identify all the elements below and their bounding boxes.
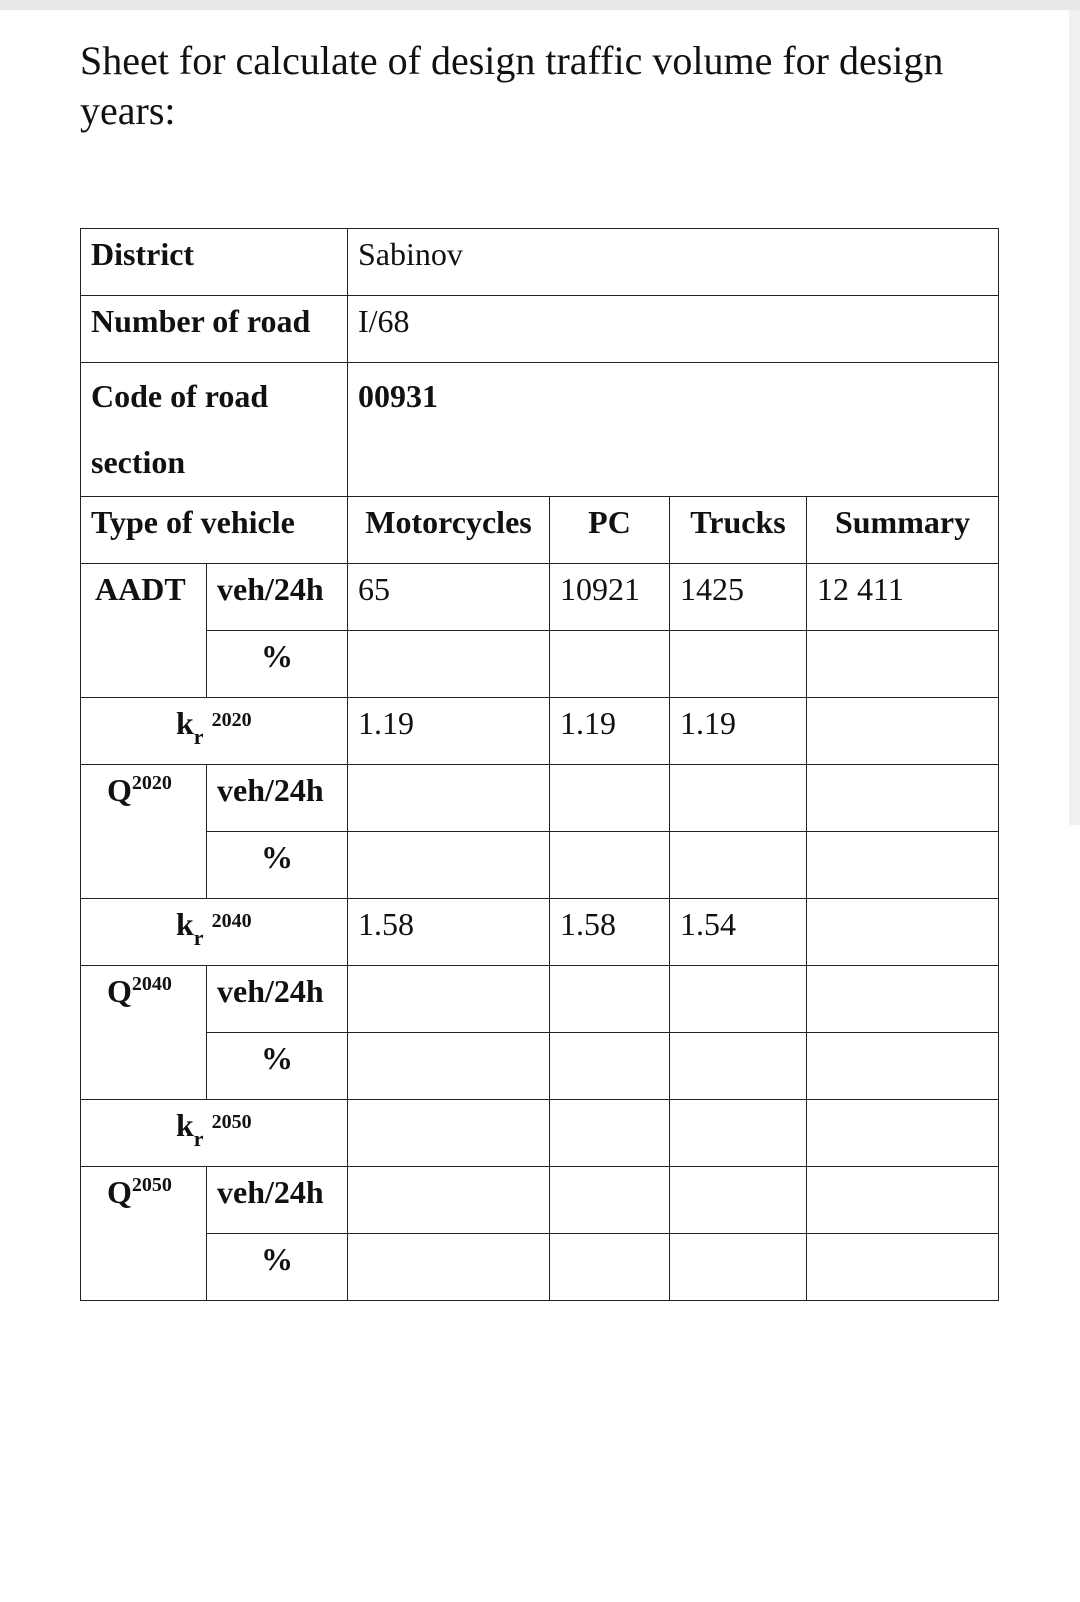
q2020-pct-row (81, 832, 999, 899)
k2050-pc (550, 1100, 670, 1167)
aadt-summary: 12 411 (807, 564, 999, 631)
district-row (81, 229, 999, 296)
q2050-pct-cell (807, 1234, 999, 1301)
q2020-cell (670, 765, 807, 832)
k2020-trucks: 1.19 (670, 698, 807, 765)
aadt-pct-cell (807, 631, 999, 698)
district-label: District (81, 229, 348, 296)
q2040-pct-cell (807, 1033, 999, 1100)
top-bar (0, 0, 1080, 10)
q2050-pct-cell (670, 1234, 807, 1301)
k-symbol: k (176, 1107, 194, 1143)
q2050-veh-row (81, 1167, 999, 1234)
k2020-pc: 1.19 (550, 698, 670, 765)
q2040-cell (670, 966, 807, 1033)
q2020-pct-cell (807, 832, 999, 899)
road-code-label-line1: Code of road (91, 378, 269, 414)
aadt-pct-cell (670, 631, 807, 698)
road-number-value: I/68 (348, 296, 999, 363)
road-number-label: Number of road (81, 296, 348, 363)
k-symbol: k (176, 705, 194, 741)
q2020-pct-unit: % (207, 832, 348, 899)
k2020-row (81, 698, 999, 765)
aadt-pct-cell (348, 631, 550, 698)
aadt-veh-row (81, 564, 999, 631)
q-symbol: Q (107, 973, 132, 1009)
q2050-pct-unit: % (207, 1234, 348, 1301)
q2020-pct-cell (550, 832, 670, 899)
q2020-cell (807, 765, 999, 832)
q2050-cell (348, 1167, 550, 1234)
q-symbol: Q (107, 772, 132, 808)
traffic-volume-table (80, 228, 999, 1301)
k2040-trucks: 1.54 (670, 899, 807, 966)
k2050-year: 2050 (211, 1111, 252, 1133)
k2020-summary (807, 698, 999, 765)
q2050-pct-cell (550, 1234, 670, 1301)
k2040-label (81, 899, 348, 966)
col-summary: Summary (807, 497, 999, 564)
r-subscript: r (193, 925, 204, 950)
q2040-pct-cell (670, 1033, 807, 1100)
q2040-cell (550, 966, 670, 1033)
q2020-cell (348, 765, 550, 832)
q2050-label (81, 1167, 207, 1301)
district-value: Sabinov (348, 229, 999, 296)
road-code-row (81, 363, 999, 497)
q2020-pct-cell (670, 832, 807, 899)
q2040-pct-cell (348, 1033, 550, 1100)
q2020-veh-unit: veh/24h (207, 765, 348, 832)
aadt-trucks: 1425 (670, 564, 807, 631)
q2040-label (81, 966, 207, 1100)
aadt-pct-cell (550, 631, 670, 698)
r-subscript: r (193, 1126, 204, 1151)
k2040-pc: 1.58 (550, 899, 670, 966)
aadt-label: AADT (81, 564, 207, 698)
q2020-veh-row (81, 765, 999, 832)
vehicle-type-label: Type of vehicle (81, 497, 348, 564)
aadt-motorcycles: 65 (348, 564, 550, 631)
aadt-pc: 10921 (550, 564, 670, 631)
k2020-motorcycles: 1.19 (348, 698, 550, 765)
road-code-value: 00931 (348, 363, 999, 497)
aadt-pct-row (81, 631, 999, 698)
page-title: Sheet for calculate of design traffic volume for design years: (80, 38, 944, 133)
k2040-summary (807, 899, 999, 966)
k2040-year: 2040 (211, 910, 252, 932)
q2050-pct-cell (348, 1234, 550, 1301)
road-code-label-line2: section (91, 444, 186, 480)
k2050-label (81, 1100, 348, 1167)
r-subscript: r (193, 724, 204, 749)
k2020-year: 2020 (211, 709, 252, 731)
q2040-pct-unit: % (207, 1033, 348, 1100)
q2050-veh-unit: veh/24h (207, 1167, 348, 1234)
q2040-cell (348, 966, 550, 1033)
k2050-row (81, 1100, 999, 1167)
col-trucks: Trucks (670, 497, 807, 564)
k-symbol: k (176, 906, 194, 942)
col-motorcycles: Motorcycles (348, 497, 550, 564)
q2050-cell (807, 1167, 999, 1234)
q2050-pct-row (81, 1234, 999, 1301)
q2050-year: 2050 (131, 1174, 172, 1196)
k2050-summary (807, 1100, 999, 1167)
aadt-veh-unit: veh/24h (207, 564, 348, 631)
q2040-cell (807, 966, 999, 1033)
q2020-year: 2020 (131, 772, 172, 794)
q-symbol: Q (107, 1174, 132, 1210)
k2050-trucks (670, 1100, 807, 1167)
k2040-row (81, 899, 999, 966)
q2020-label (81, 765, 207, 899)
road-number-row (81, 296, 999, 363)
k2040-motorcycles: 1.58 (348, 899, 550, 966)
q2040-pct-cell (550, 1033, 670, 1100)
q2020-pct-cell (348, 832, 550, 899)
q2020-cell (550, 765, 670, 832)
q2050-cell (550, 1167, 670, 1234)
aadt-pct-unit: % (207, 631, 348, 698)
vehicle-type-row (81, 497, 999, 564)
q2040-year: 2040 (131, 973, 172, 995)
k2050-motorcycles (348, 1100, 550, 1167)
k2020-label (81, 698, 348, 765)
q2040-veh-row (81, 966, 999, 1033)
scrollbar[interactable] (1069, 10, 1080, 825)
col-pc: PC (550, 497, 670, 564)
q2050-cell (670, 1167, 807, 1234)
q2040-pct-row (81, 1033, 999, 1100)
road-code-label (81, 363, 348, 497)
q2040-veh-unit: veh/24h (207, 966, 348, 1033)
